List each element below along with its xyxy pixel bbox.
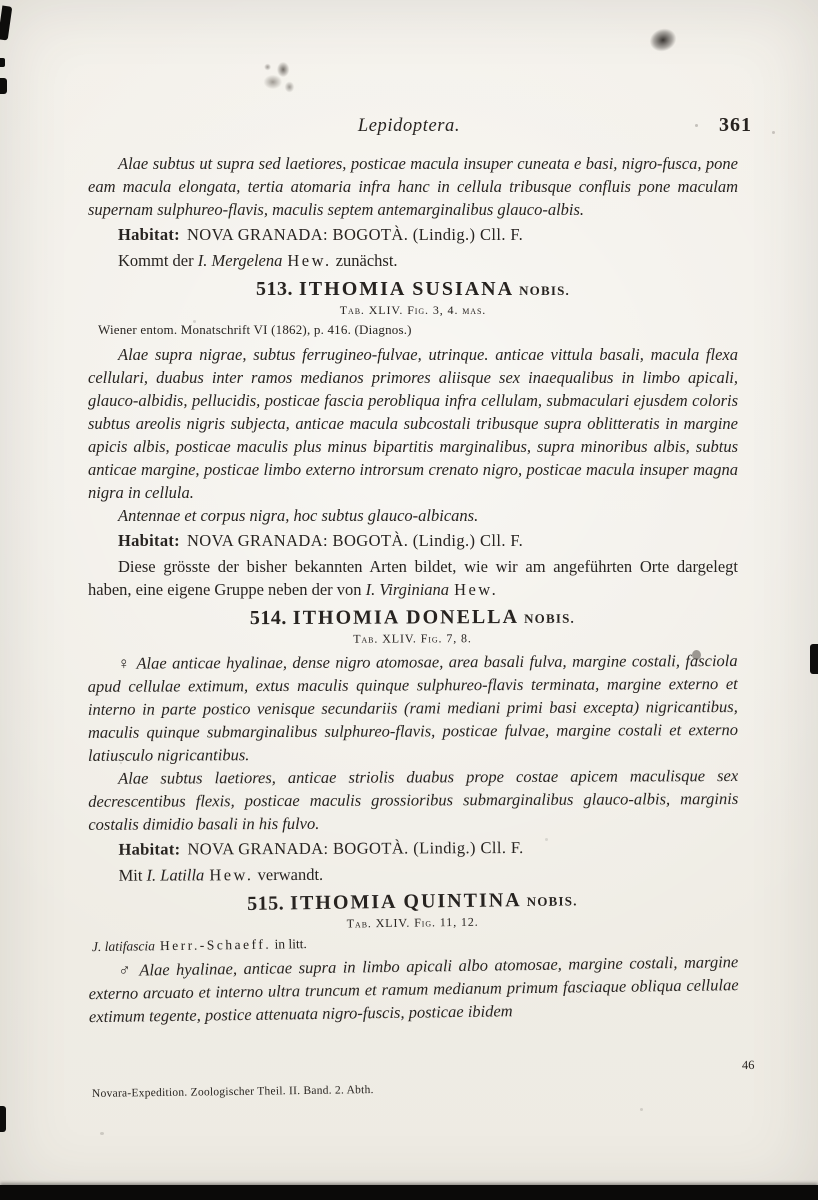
species-attribution: NOBIS.: [519, 283, 570, 298]
habitat-label: Habitat:: [118, 225, 180, 244]
habitat-label: Habitat:: [118, 531, 180, 550]
reference-citation: Wiener entom. Monatschrift VI (1862), p. 416. (Diagnos.): [98, 322, 412, 337]
habitat-value: NOVA GRANADA: BOGOTÀ. (Lindig.) Cll. F.: [186, 531, 524, 550]
note-text: zunächst.: [331, 251, 398, 270]
species-name-italic: I. Virginiana: [365, 580, 450, 599]
bottom-scan-bar: [0, 1185, 818, 1200]
note-text: Diese grösste der bisher bekannten Arten bildet, wie wir am angeführten Orte dargelegt haben, eine eigene Gruppe neben der von: [88, 557, 738, 599]
author-abbrev: Hew.: [454, 580, 499, 599]
species-name-italic: I. Latilla: [146, 865, 205, 885]
habitat-value: NOVA GRANADA: BOGOTÀ. (Lindig.) Cll. F.: [187, 837, 524, 859]
ink-smudge: [642, 21, 684, 59]
plate-caption: Tab. XLIV. Fig. 3, 4. mas.: [339, 303, 487, 317]
species-heading: [87, 605, 737, 631]
habitat-value: NOVA GRANADA: BOGOTÀ. (Lindig.) Cll. F.: [186, 225, 524, 244]
species-name: ITHOMIA QUINTINA: [290, 889, 522, 915]
note-line: [88, 555, 738, 601]
scan-edge-mark: [810, 644, 818, 674]
author-abbrev: Hew.: [287, 251, 332, 270]
footer-imprint: Novara-Expedition. Zoologischer Theil. II. Band. 2. Abth.: [91, 1084, 374, 1100]
author-abbrev: Hew.: [209, 865, 254, 885]
species-name-italic: I. Mergelena: [197, 251, 283, 270]
note-text: verwandt.: [253, 864, 324, 885]
signature-mark: 46: [741, 1057, 755, 1073]
habitat-line: [88, 223, 738, 246]
species-description: ♂ Alae hyalinae, anticae supra in limbo apicali albo atomosae, margine costali, margine externo arcuato et interno ultra truncum et ramum medianum primum fasciaque obliqua cellulae extimum tegente, postice attenuata nigro-fuscis, posticae ibidem: [88, 952, 739, 1027]
ink-stain: [252, 52, 304, 102]
species-section-513: [88, 278, 738, 601]
paper-speck: [640, 1108, 643, 1111]
scan-edge-mark: [0, 78, 7, 94]
species-heading: [88, 278, 738, 301]
note-text: Kommt der: [118, 251, 198, 270]
species-name: ITHOMIA DONELLA: [292, 605, 520, 629]
scan-edge-mark: [0, 5, 12, 40]
note-line: [88, 249, 738, 272]
note-line: [89, 861, 739, 887]
plate-caption: Tab. XLIV. Fig. 7, 8.: [353, 631, 472, 646]
species-description: Alae subtus ut supra sed laetiores, posticae macula insuper cuneata e basi, nigro-fusca, pone eam macula elongata, tertia atomaria infra hanc in cellula tribusque confluis pone maculam supernam sulphureo-flavis, maculis septem antemarginalibus glauco-albis.: [88, 154, 738, 219]
species-number: 515.: [247, 892, 285, 915]
habitat-line: [88, 529, 738, 552]
plate-caption: Tab. XLIV. Fig. 11, 12.: [346, 914, 479, 931]
paper-speck: [100, 1132, 104, 1135]
species-section-515: [87, 886, 739, 1028]
species-description: Alae supra nigrae, subtus ferrugineo-fulvae, utrinque. anticae vittula basali, macula flexa cellulari, duabus inter ramos medianos primores aliisque sex inaequalibus in limbo apicali, glauco-albidis, pellucidis, posticae fascia perobliqua infra cellulam, submaculari ejusdem coloris subtus areolis nigris subjecta, anticae macula subcostali tribusque supra oblitteratis in margine apicis albis, posticae maculis plus minus bipartitis marginalibus, supra minoribus albis, subtus anticae margine, posticae limbo externo introrsum crenato nigro, posticae macula insuper magna nigra in cellula.: [88, 345, 738, 502]
page-header: [0, 116, 818, 137]
note-text: in litt.: [271, 936, 307, 952]
species-description: ♀ Alae anticae hyalinae, dense nigro atomosae, area basali fulva, margine costali, fasciola apud cellulae extimum, extus maculis quinque sulphureo-flavis terminata, margine externo et interno in parte postico venisque secundariis (rami mediani primi basi excepta) nigricantibus, maculis quinque submarginalibus sulphureo-flavis, posticae fulvae, margine costali et externo latiusculo nigricantibus.: [87, 651, 738, 765]
species-section-514: [87, 605, 738, 887]
page-number: 361: [719, 114, 752, 136]
running-title: Lepidoptera.: [357, 116, 461, 136]
habitat-line: [88, 835, 738, 861]
habitat-label: Habitat:: [118, 839, 181, 859]
species-number: 513.: [256, 278, 294, 300]
species-attribution: NOBIS.: [526, 893, 578, 910]
species-description: Antennae et corpus nigra, hoc subtus glauco-albicans.: [118, 506, 479, 525]
scan-edge-mark: [0, 1106, 6, 1132]
species-number: 514.: [249, 606, 287, 630]
scan-edge-mark: [0, 58, 5, 67]
author-abbrev: Herr.-Schaeff.: [159, 936, 272, 954]
species-name-italic: J. latifascia: [91, 938, 156, 955]
species-attribution: NOBIS.: [524, 610, 576, 626]
species-name: ITHOMIA SUSIANA: [299, 278, 515, 300]
note-text: Mit: [118, 865, 147, 885]
page-body: [88, 152, 738, 1025]
species-description: Alae subtus laetiores, anticae striolis duabus prope costae apicem maculisque sex decrescentibus flexis, posticae maculis grossioribus submarginalibus glauco-albis, marginis costalis dimidio basali in his fulvo.: [88, 766, 739, 834]
